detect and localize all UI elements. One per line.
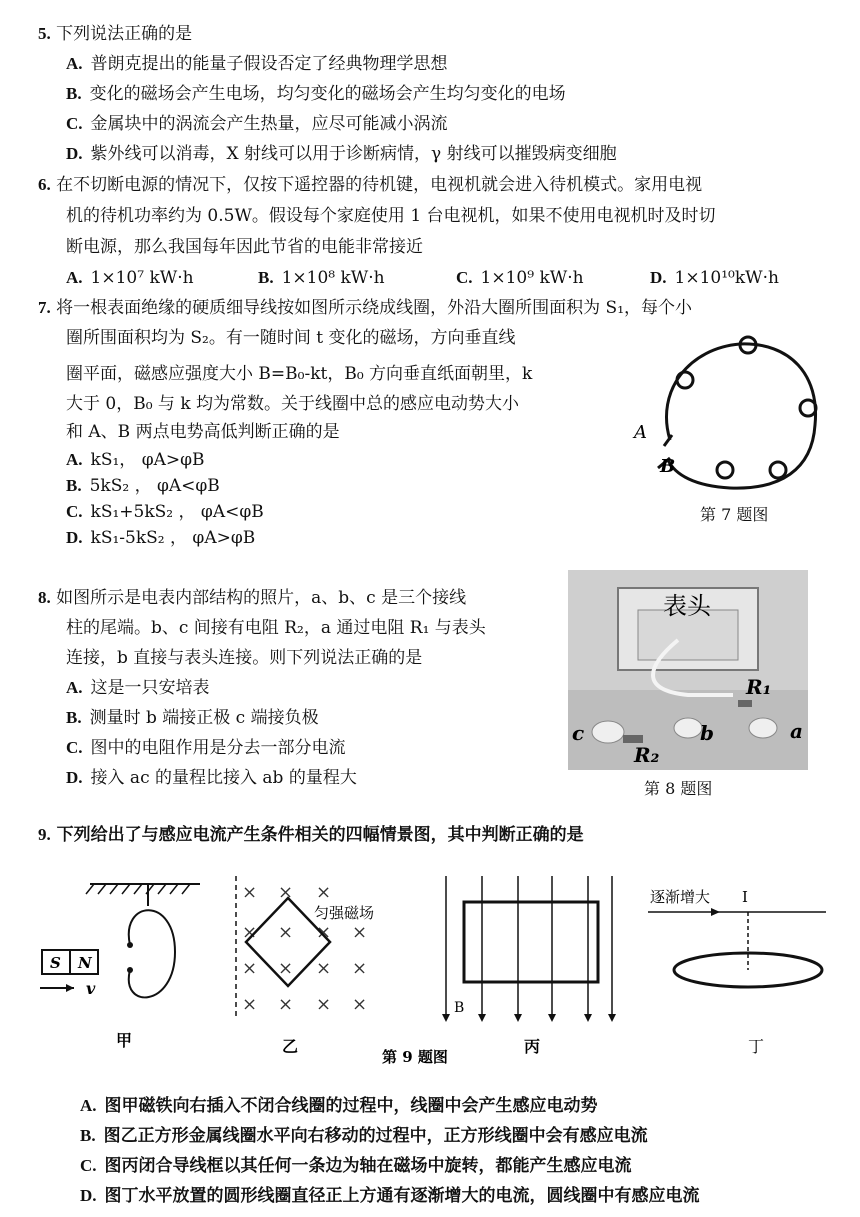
q5-option-b [66, 82, 566, 106]
option-text: kS₁-5kS₂ ， φA>φB [90, 528, 256, 548]
option-label: A. [66, 54, 83, 73]
open-coil [129, 910, 175, 997]
svg-text:×: × [316, 994, 332, 1015]
q8-stem-line-3: 连接，b 直接与表头连接。则下列说法正确的是 [66, 648, 423, 668]
q7-stem-line-4: 大于 0，B₀ 与 k 均为常数。关于线圈中总的感应电动势大小 [66, 394, 520, 414]
label-a: A [634, 422, 647, 443]
option-text: 1×10⁷ kW·h [90, 268, 194, 288]
label-a: a [790, 719, 803, 743]
option-label: C. [66, 114, 83, 133]
q6-option-d [650, 266, 779, 290]
q8-option-b [66, 706, 319, 730]
q7-stem-line-5: 和 A、B 两点电势高低判断正确的是 [66, 422, 340, 442]
q6-number: 6. [38, 175, 51, 194]
option-label: D. [650, 268, 667, 287]
option-label: D. [66, 528, 83, 547]
svg-text:×: × [352, 922, 368, 943]
option-text: 1×10¹⁰kW·h [674, 268, 779, 288]
q9-figures [30, 870, 830, 1070]
option-label: C. [66, 738, 83, 757]
coil-loop [666, 344, 815, 488]
q5-stem [38, 22, 192, 46]
q9-figure-caption: 第 9 题图 [382, 1048, 448, 1066]
svg-text:×: × [316, 922, 332, 943]
label-field: 匀强磁场 [314, 904, 375, 922]
svg-text:×: × [278, 922, 294, 943]
label-yi: 乙 [282, 1037, 299, 1056]
label-increase: 逐渐增大 [650, 888, 711, 906]
small-loop [770, 462, 786, 478]
small-loop [677, 372, 693, 388]
option-text: 紫外线可以消毒，X 射线可以用于诊断病情，γ 射线可以摧毁病变细胞 [90, 144, 617, 164]
option-label: D. [66, 768, 83, 787]
svg-text:×: × [316, 958, 332, 979]
svg-text:×: × [352, 994, 368, 1015]
q7-number: 7. [38, 298, 51, 317]
option-label: D. [66, 144, 83, 163]
option-text: 这是一只安培表 [90, 678, 210, 698]
q5-option-c [66, 112, 448, 136]
option-label: B. [66, 476, 82, 495]
q8-stem-line-2: 柱的尾端。b、c 间接有电阻 R₂，a 通过电阻 R₁ 与表头 [66, 618, 486, 638]
q9-option-a [80, 1094, 598, 1118]
option-text: kS₁+5kS₂ ， φA<φB [90, 502, 264, 522]
q8-stem-line-1 [38, 586, 466, 610]
q7-stem-line-2: 圈所围面积均为 S₂。有一随时间 t 变化的磁场，方向垂直线 [66, 328, 516, 348]
option-label: B. [66, 84, 82, 103]
q7-text: 将一根表面绝缘的硬质细导线按如图所示绕成线圈，外沿大圈所围面积为 S₁，每个小 [56, 298, 693, 318]
option-label: C. [66, 502, 83, 521]
label-bing: 丙 [524, 1037, 541, 1056]
resistor-r2 [623, 735, 643, 743]
option-label: A. [66, 678, 83, 697]
figure-bing [442, 876, 616, 1056]
terminal-b [674, 718, 702, 738]
q6-stem-line-3: 断电源，那么我国每年因此节省的电能非常接近 [66, 237, 423, 257]
q6-option-a [66, 266, 194, 290]
option-label: C. [80, 1156, 97, 1175]
small-loop [717, 462, 733, 478]
label-b: B [660, 456, 676, 477]
option-text: 接入 ac 的量程比接入 ab 的量程大 [90, 768, 357, 788]
q5-option-d [66, 142, 617, 166]
option-text: 普朗克提出的能量子假设否定了经典物理学思想 [90, 54, 448, 74]
q8-option-d [66, 766, 357, 790]
label-c: c [572, 721, 585, 745]
option-text: 变化的磁场会产生电场，均匀变化的磁场会产生均匀变化的电场 [89, 84, 566, 104]
q6-stem-line-2: 机的待机功率约为 0.5W。假设每个家庭使用 1 台电视机，如果不使用电视机时及时切 [66, 206, 716, 226]
terminal-c [592, 721, 624, 743]
option-label: B. [66, 708, 82, 727]
svg-text:×: × [242, 882, 258, 903]
q9-option-c [80, 1154, 632, 1178]
q6-text: 在不切断电源的情况下，仅按下遥控器的待机键，电视机就会进入待机模式。家用电视 [56, 175, 703, 195]
svg-text:×: × [242, 958, 258, 979]
figure-yi [236, 876, 374, 1056]
label-b: B [454, 1000, 465, 1016]
label-r1: R₁ [746, 675, 772, 699]
resistor-r1 [738, 700, 752, 707]
option-label: A. [66, 268, 83, 287]
svg-text:×: × [352, 958, 368, 979]
q9-stem-text: 下列给出了与感应电流产生条件相关的四幅情景图，其中判断正确的是 [56, 825, 584, 845]
label-ding: 丁 [748, 1037, 765, 1056]
svg-text:×: × [278, 994, 294, 1015]
q7-coil-figure [630, 330, 830, 505]
option-text: 1×10⁹ kW·h [480, 268, 584, 288]
q8-option-a [66, 676, 210, 700]
q7-stem-line-3: 圈平面，磁感应强度大小 B=B₀-kt，B₀ 方向垂直纸面朝里，k [66, 364, 533, 384]
q5-number: 5. [38, 24, 51, 43]
q6-option-b [258, 266, 385, 290]
option-label: A. [80, 1096, 97, 1115]
q6-stem-line-1 [38, 173, 702, 197]
q9-stem [38, 823, 584, 847]
option-label: D. [80, 1186, 97, 1205]
q9-number: 9. [38, 825, 51, 844]
option-text: kS₁， φA>φB [90, 450, 205, 470]
small-loop [800, 400, 816, 416]
svg-text:×: × [242, 994, 258, 1015]
q8-figure-caption: 第 8 题图 [644, 779, 713, 798]
svg-text:×: × [278, 958, 294, 979]
q7-option-d [66, 526, 255, 550]
q7-option-a [66, 448, 205, 472]
option-label: B. [258, 268, 274, 287]
q5-stem-text: 下列说法正确的是 [56, 24, 193, 44]
label-b: b [700, 721, 714, 745]
q6-option-c [456, 266, 584, 290]
label-r2: R₂ [634, 743, 660, 767]
q7-stem-line-1 [38, 296, 692, 320]
figure-ding [648, 888, 826, 1056]
option-label: A. [66, 450, 83, 469]
option-text: 图丁水平放置的圆形线圈直径正上方通有逐渐增大的电流，圆线圈中有感应电流 [104, 1186, 700, 1206]
label-v: v [86, 979, 96, 998]
meter-head-label: 表头 [663, 592, 711, 620]
option-text: 图乙正方形金属线圈水平向右移动的过程中，正方形线圈中会有感应电流 [103, 1126, 648, 1146]
svg-text:×: × [316, 882, 332, 903]
option-text: 测量时 b 端接正极 c 端接负极 [89, 708, 319, 728]
svg-text:×: × [278, 882, 294, 903]
q8-meter-photo [568, 570, 808, 770]
option-text: 图中的电阻作用是分去一部分电流 [90, 738, 346, 758]
q9-option-b [80, 1124, 648, 1148]
option-label: C. [456, 268, 473, 287]
option-text: 图甲磁铁向右插入不闭合线圈的过程中，线圈中会产生感应电动势 [104, 1096, 598, 1116]
figure-jia [40, 884, 200, 1050]
q8-number: 8. [38, 588, 51, 607]
q7-option-b [66, 474, 220, 498]
label-i: I [742, 888, 748, 906]
rectangular-frame [464, 902, 598, 982]
q7-option-c [66, 500, 264, 524]
label-s: S [50, 954, 61, 972]
svg-text:×: × [242, 922, 258, 943]
label-n: N [78, 954, 92, 972]
option-text: 5kS₂ ， φA<φB [89, 476, 220, 496]
q8-text: 如图所示是电表内部结构的照片，a、b、c 是三个接线 [56, 588, 467, 608]
option-text: 1×10⁸ kW·h [281, 268, 385, 288]
q8-option-c [66, 736, 346, 760]
q5-option-a [66, 52, 448, 76]
option-label: B. [80, 1126, 96, 1145]
terminal-a [749, 718, 777, 738]
label-jia: 甲 [116, 1031, 133, 1050]
option-text: 图丙闭合导线框以其任何一条边为轴在磁场中旋转，都能产生感应电流 [104, 1156, 632, 1176]
q9-option-d [80, 1184, 700, 1208]
option-text: 金属块中的涡流会产生热量，应尽可能减小涡流 [90, 114, 448, 134]
q7-figure-caption: 第 7 题图 [700, 505, 769, 524]
